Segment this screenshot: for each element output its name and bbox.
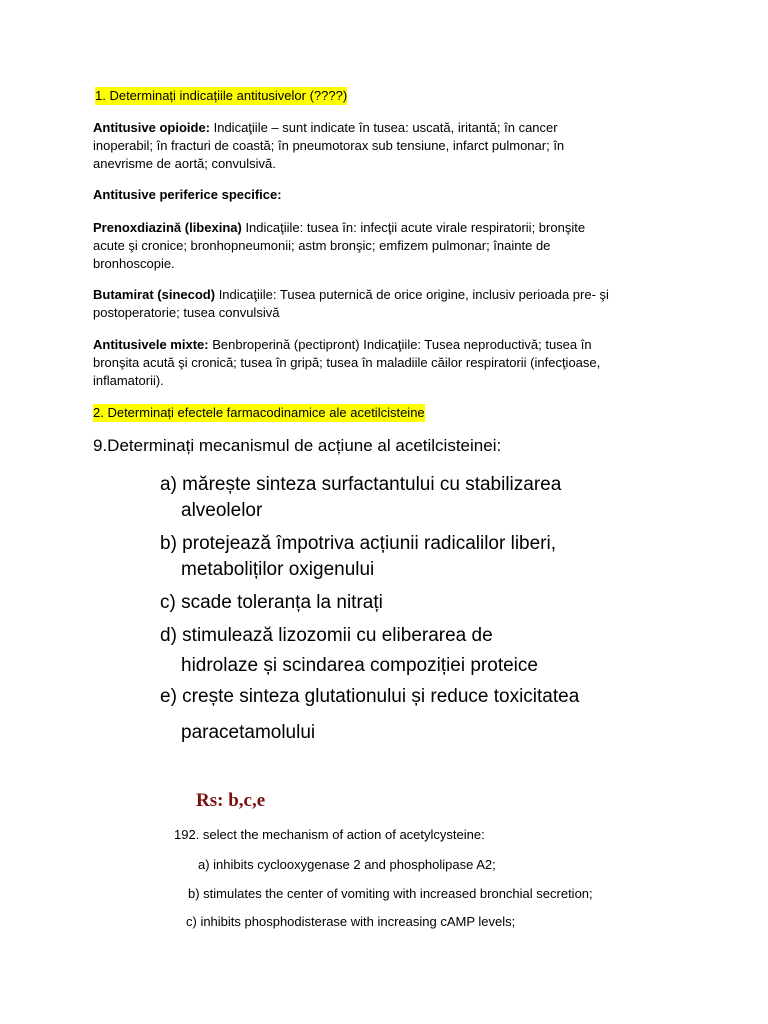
mixte-line-2: bronşita acută şi cronică; tusea în gripă; tusea în maladiile căilor respiratorii (infecţioase, xyxy=(93,355,601,370)
option-c-line-1: c) scade toleranța la nitrați xyxy=(160,592,383,613)
prenox-label: Prenoxdiazină (libexina) xyxy=(93,220,242,235)
opioide-line-1: Indicaţiile – sunt indicate în tusea: uscată, iritantă; în cancer xyxy=(210,120,558,135)
opioide-line-2: inoperabil; în fracturi de coastă; în pneumotorax sub tensiune, infarct pulmonar; în xyxy=(93,138,565,153)
opioide-label: Antitusive opioide: xyxy=(93,120,210,135)
butamirat-label: Butamirat (sinecod) xyxy=(93,287,216,302)
question-192-option-a: a) inhibits cyclooxygenase 2 and phospholipase A2; xyxy=(198,857,496,872)
question-2-heading: 2. Determinați efectele farmacodinamice ale acetilcisteine xyxy=(93,405,425,420)
mixte-line-3: inflamatorii). xyxy=(93,373,164,388)
mixte-label: Antitusivele mixte: xyxy=(93,337,209,352)
question-192-option-c: c) inhibits phosphodisterase with increasing cAMP levels; xyxy=(186,914,516,929)
butamirat-line-1: Indicaţiile: Tusea puternică de orice origine, inclusiv perioada pre- şi xyxy=(215,287,609,302)
prenox-line-3: bronhoscopie. xyxy=(93,256,175,271)
option-a-line-2: alveolelor xyxy=(181,500,263,521)
option-e-line-2: paracetamolului xyxy=(181,722,316,743)
question-1-heading: 1. Determinați indicațiile antitusivelor (????) xyxy=(95,88,348,103)
periferice-label: Antitusive periferice specifice: xyxy=(93,187,282,202)
mixte-line-1: Benbroperină (pectipront) Indicaţiile: Tusea neproductivă; tusea în xyxy=(208,337,592,352)
prenox-line-2: acute şi cronice; bronhopneumonii; astm bronşic; emfizem pulmonar; înainte de xyxy=(93,238,551,253)
option-d-line-2: hidrolaze și scindarea compoziției proteice xyxy=(181,655,538,676)
question-192-option-b: b) stimulates the center of vomiting with increased bronchial secretion; xyxy=(188,886,593,901)
prenox-line-1: Indicaţiile: tusea în: infecţii acute virale respiratorii; bronşite xyxy=(241,220,586,235)
question-9-heading: 9.Determinați mecanismul de acțiune al acetilcisteinei: xyxy=(93,436,502,455)
option-a-line-1: a) mărește sinteza surfactantului cu stabilizarea xyxy=(160,474,562,495)
option-e-line-1: e) crește sinteza glutationului și reduce toxicitatea xyxy=(160,686,580,707)
question-192-heading: 192. select the mechanism of action of acetylcysteine: xyxy=(174,827,485,842)
option-b-line-1: b) protejează împotriva acțiunii radicalilor liberi, xyxy=(160,533,557,554)
butamirat-line-2: postoperatorie; tusea convulsivă xyxy=(93,305,280,320)
option-b-line-2: metaboliților oxigenului xyxy=(181,559,375,580)
option-d-line-1: d) stimulează lizozomii cu eliberarea de xyxy=(160,625,493,646)
answer-text: Rs: b,c,e xyxy=(196,790,266,811)
opioide-line-3: anevrisme de aortă; convulsivă. xyxy=(93,156,276,171)
